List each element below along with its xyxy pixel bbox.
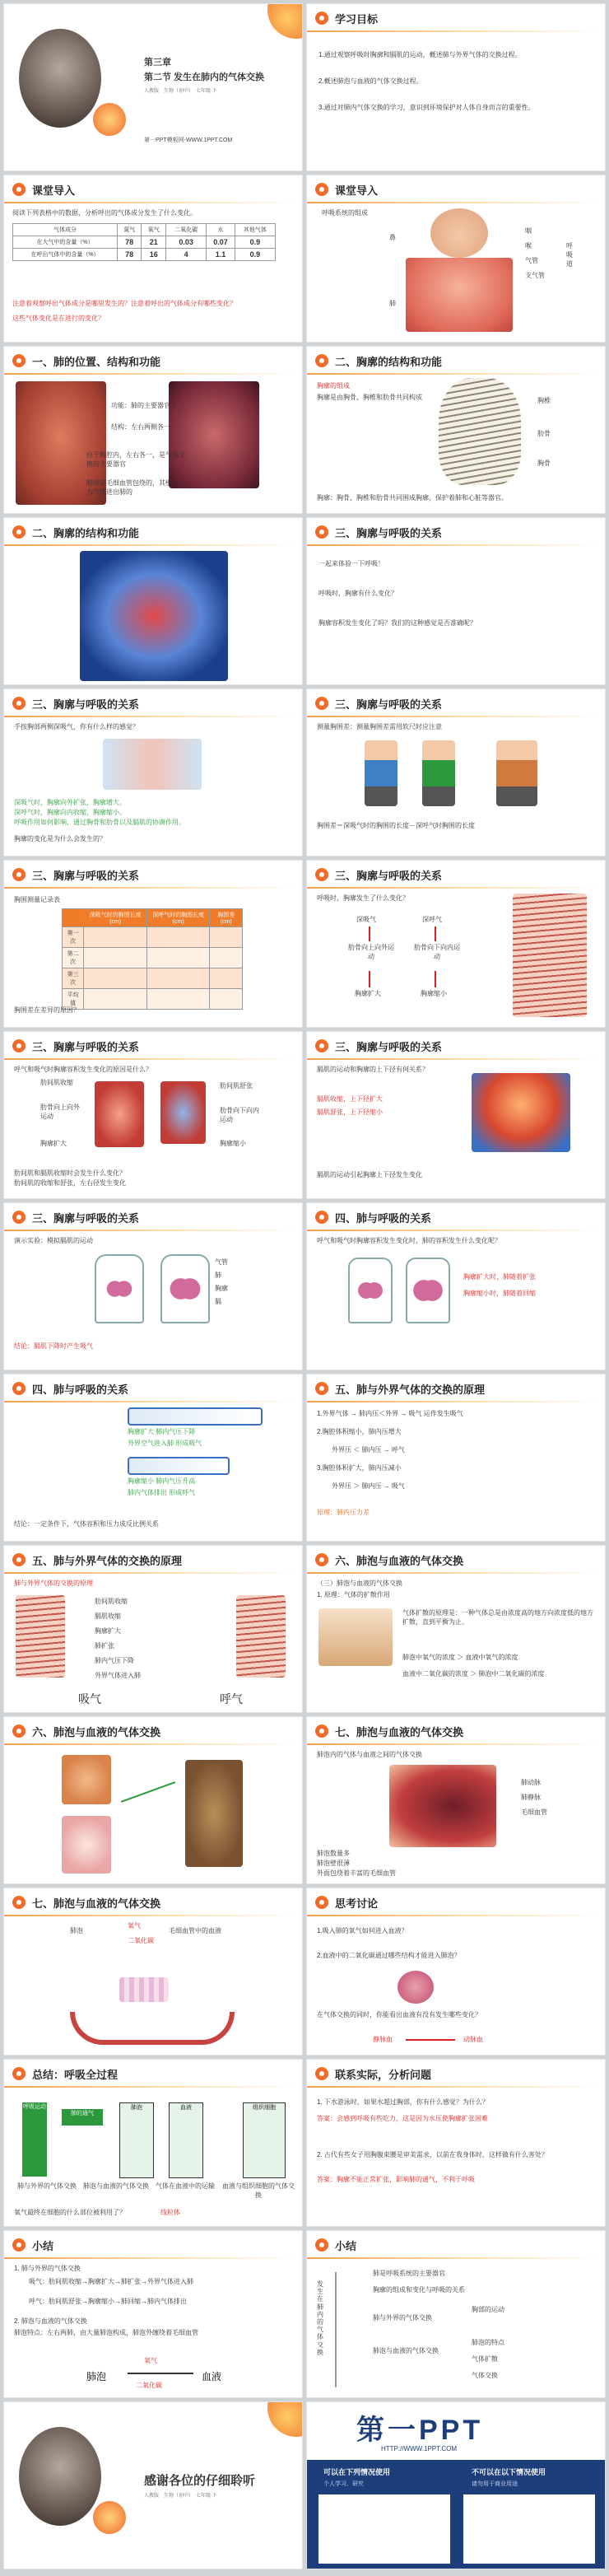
bullet-icon xyxy=(315,1382,328,1395)
bullet-icon xyxy=(12,183,26,196)
caption-1: 肺与外界的气体交换 xyxy=(17,2182,77,2190)
thorax-exhale-image xyxy=(160,1081,206,1144)
answer-expand: 胸廓扩大时，肺随着扩张 xyxy=(463,1273,536,1281)
bullet-icon xyxy=(315,525,328,539)
flow-a3: 胸廓扩大 xyxy=(40,1140,67,1147)
prompt: 手按胸部两侧深吸气，你有什么样的感觉？ xyxy=(14,723,139,730)
feature-3: 外面包绕着丰富的毛细血管 xyxy=(317,1869,396,1877)
label-alveolus: 肺泡 xyxy=(86,2371,107,2382)
mindmap-item-1: 肺是呼吸系统的主要器官 xyxy=(373,2270,445,2277)
slide-9-hand-test[interactable] xyxy=(3,688,303,856)
summary-alveoli: 肺泡特点：左右两肺，由大量肺泡构成，肺泡外缠绕着毛细血管 xyxy=(14,2329,198,2336)
question: 呼气和吸气时胸廓容积发生变化时，肺的容积发生什么变化呢？ xyxy=(317,1237,501,1244)
lungs-image xyxy=(62,1755,111,1804)
flow-b1: 肋间肌舒张 xyxy=(220,1082,253,1090)
label-airway: 呼吸道 xyxy=(566,242,573,268)
corner-decoration xyxy=(267,3,303,39)
label-co2: 二氧化碳 xyxy=(136,2382,162,2389)
thorax-desc: 胸廓是由胸骨、胸椎和肋骨共同构成 xyxy=(317,394,422,401)
slide-title: 七、肺泡与血液的气体交换 xyxy=(335,1726,464,1738)
allowed-heading: 可以在下列情况使用 xyxy=(323,2468,391,2476)
slide-title: 五、肺与外界气体的交换的原理 xyxy=(32,1555,183,1567)
bullet-icon xyxy=(315,183,328,196)
question-1: 1. 下水游泳时，如果水超过胸部，你有什么感觉？为什么？ xyxy=(317,2098,489,2106)
mindmap-item-7: 气体扩散 xyxy=(472,2355,498,2363)
diffusion-demo-photo xyxy=(318,1608,393,1666)
slide-21-alveoli-images[interactable] xyxy=(3,1716,303,1884)
bullet-icon xyxy=(315,697,328,710)
label-trachea: 气管 xyxy=(525,257,538,264)
label-larynx: 喉 xyxy=(525,242,532,250)
bell-jar-2 xyxy=(406,1258,450,1323)
co2-compare: 血液中二氧化碳的浓度 ＞ 肺泡中二氧化碳的浓度 xyxy=(402,1670,545,1678)
step-breathing: 呼吸运动 xyxy=(22,2102,47,2177)
arrow xyxy=(369,971,370,987)
forbidden-item: 请勿用于商业用途 xyxy=(472,2481,518,2487)
slide-23-gas-exchange-diagram[interactable] xyxy=(3,1888,303,2056)
capillary-loop xyxy=(70,2012,235,2045)
bell-jar-2 xyxy=(160,1254,210,1323)
slide-title: 六、肺泡与血液的气体交换 xyxy=(32,1726,161,1738)
question: 呼气和吸气时胸廓容积发生变化的原因是什么？ xyxy=(14,1066,152,1073)
summary-2: 2. 肺泡与血液的气体交换 xyxy=(14,2317,87,2325)
label-capillary: 毛细血管 xyxy=(521,1808,547,1816)
lungs-illustration xyxy=(406,258,513,332)
goal-3: 3.通过对肺内气体交换的学习，意识到环境保护对人体自身而言的重要性。 xyxy=(318,104,535,111)
subtitle: 肺泡内的气体与血液之间的气体交换 xyxy=(317,1751,422,1758)
syringe-note-4: 肺内气体排出 形成呼气 xyxy=(128,1489,196,1496)
question: 胸围差在差异的原因？ xyxy=(14,1006,80,1014)
slide-title: 三、胸廓与呼吸的关系 xyxy=(32,870,140,882)
label-trachea: 气管 xyxy=(215,1258,228,1266)
step-3: 胸廓扩大 xyxy=(95,1627,121,1635)
slide-5-lung-structure[interactable] xyxy=(3,346,303,514)
slide-header xyxy=(307,4,605,32)
label-nose: 鼻 xyxy=(389,234,396,241)
answer-venous: 静脉血 xyxy=(373,2036,393,2043)
inhale-note: 深吸气时，胸廓向外扩张，胸廓增大。 xyxy=(14,799,126,806)
bullet-icon xyxy=(12,1896,26,1909)
principle-2: 2.胸腔体积缩小，肺内压增大 xyxy=(317,1428,402,1435)
label-blood: 血液 xyxy=(202,2371,222,2382)
tissue-sample-image xyxy=(119,1977,169,2002)
student-figure-1 xyxy=(365,740,397,806)
summary-exhale: 呼气：肋间肌舒张→胸廓缩小→肺回缩→肺内气体排出 xyxy=(29,2298,187,2305)
bullet-icon xyxy=(315,1724,328,1738)
subtitle: 胸廓的组成 xyxy=(317,382,350,390)
slide-29-thanks[interactable] xyxy=(3,2401,303,2569)
slide-2-goals[interactable] xyxy=(306,3,606,171)
slide-17-syringe[interactable] xyxy=(3,1374,303,1542)
step-5: 肺内气压下降 xyxy=(95,1657,134,1664)
syringe-1 xyxy=(128,1407,263,1426)
thorax-summary: 胸廓：胸骨、胸椎和肋骨共同围成胸廓，保护着肺和心脏等器官。 xyxy=(317,494,508,502)
answer-1: 答案：会感到呼吸有些吃力，这是因为水压使胸廓扩张困难 xyxy=(317,2115,488,2122)
step-ventilation: 肺的通气 xyxy=(62,2109,103,2126)
prompt-2: 呼吸时，胸廓有什么变化？ xyxy=(318,590,397,597)
bullet-icon xyxy=(315,1896,328,1909)
bullet-icon xyxy=(12,525,26,539)
answer-relax: 膈肌舒张，上下径缩小 xyxy=(317,1108,383,1116)
diaphragm-image xyxy=(472,1073,570,1152)
flow-a2: 肋骨向上向外运动 xyxy=(40,1104,80,1120)
oxygen-compare: 肺泡中氧气的浓度 ＞ 血液中氧气的浓度 xyxy=(402,1654,518,1661)
bullet-icon xyxy=(12,1553,26,1566)
label-lung: 肺 xyxy=(389,300,396,307)
portrait-photo xyxy=(19,2427,101,2526)
mindmap-root: 发生在肺内的气体交换 xyxy=(317,2280,323,2356)
label-spine: 胸椎 xyxy=(537,397,551,404)
caption-4: 血液与组织细胞的气体交换 xyxy=(222,2182,295,2200)
bullet-icon xyxy=(12,1724,26,1738)
slide-1-cover[interactable] xyxy=(3,3,303,171)
slide-14-diaphragm[interactable] xyxy=(306,1031,606,1199)
slide-title: 三、胸廓与呼吸的关系 xyxy=(335,527,443,539)
caption-2: 肺泡与血液的气体交换 xyxy=(83,2182,149,2190)
gas-table: 气体成分 氮气 氧气 二氧化碳 水 其他气体 在大气中的含量（%） 78 21 0.03 0.07 0.9 在呼出气体中的含量（%） 78 16 4 1.1 0.9 xyxy=(12,223,276,261)
mindmap-branch xyxy=(335,2272,337,2387)
question-2: 2.血液中的二氧化碳通过哪些结构才能进入肺泡？ xyxy=(317,1952,461,1959)
mindmap-item-6: 肺泡的特点 xyxy=(472,2339,504,2346)
label-pulmonary-artery: 肺动脉 xyxy=(521,1779,541,1786)
slide-title: 二、胸廓的结构和功能 xyxy=(32,527,140,539)
step-4: 肺扩张 xyxy=(95,1642,114,1650)
arrow-right xyxy=(128,2373,193,2374)
link-list-right[interactable] xyxy=(463,2494,595,2564)
flow-rib-down: 肋骨向下向内运动 xyxy=(414,944,460,960)
flow-b2: 肋骨向下向内运动 xyxy=(220,1107,259,1123)
course-meta: 人教版 生物（初中） 七年级 下 xyxy=(144,2494,217,2499)
head-illustration xyxy=(430,208,488,258)
flow-expand: 胸廓扩大 xyxy=(355,990,381,997)
answer-contract: 膈肌收缩，上下径扩大 xyxy=(317,1095,383,1103)
mindmap-item-2: 胸廓的组成和变化与呼吸的关系 xyxy=(373,2286,465,2294)
step-6: 外界气体进入肺 xyxy=(95,1672,141,1679)
question: 氧气最终在细胞的什么部位被利用了？ xyxy=(14,2209,126,2216)
thorax-illustration xyxy=(513,894,587,1017)
question: 呼吸时，胸廓发生了什么变化？ xyxy=(317,894,409,902)
slide-15-bell-jar[interactable] xyxy=(3,1202,303,1370)
record-table: 深吸气时的胸围长度(cm) 深呼气时的胸围长度(cm) 胸围差(cm) 第一次 第二次 第三次 平均值 xyxy=(62,908,243,1010)
lung-note-4: 肺泡是毛细血管包绕的，其壁为气体进出肺的 xyxy=(86,479,172,497)
lung-note-2: 结构：左右两侧各一 xyxy=(111,423,170,431)
slide-title: 一、肺的位置、结构和功能 xyxy=(32,356,161,368)
student-figure-2 xyxy=(422,740,455,806)
slide-4-respiratory-system[interactable] xyxy=(306,175,606,343)
summary-inhale: 吸气：肋间肌收缩→胸廓扩大→肺扩张→外界气体进入肺 xyxy=(29,2278,193,2285)
syringe-2 xyxy=(128,1457,230,1475)
slide-19-principle-diagram[interactable] xyxy=(3,1545,303,1713)
label-alveolus: 肺泡 xyxy=(70,1927,83,1934)
footer-url: 第一PPT模板网-WWW.1PPT.COM xyxy=(144,138,233,143)
chest-diff-formula: 胸围差＝深吸气时的胸围的长度－深呼气时胸围的长度 xyxy=(317,822,475,829)
bullet-icon xyxy=(315,2238,328,2252)
thorax-diagram xyxy=(103,739,202,790)
slide-16-lung-volume[interactable] xyxy=(306,1202,606,1370)
step-1: 肋间肌收缩 xyxy=(95,1598,128,1605)
exhale-note: 深呼气时，胸廓向内收缩，胸廓缩小。 xyxy=(14,809,126,816)
slide-title: 七、肺泡与血液的气体交换 xyxy=(32,1897,161,1910)
label-lung: 肺 xyxy=(215,1272,221,1279)
answer: 线粒体 xyxy=(160,2209,180,2216)
alveolus-icon xyxy=(397,1971,434,2004)
question-1: 1.吸入肺的氧气如何进入血液？ xyxy=(317,1927,408,1934)
slide-title: 三、胸廓与呼吸的关系 xyxy=(335,1041,443,1053)
course-meta: 人教版 生物（初中） 七年级 下 xyxy=(144,89,217,94)
label-inhale: 吸气 xyxy=(78,1692,101,1706)
flow-a1: 肋间肌收缩 xyxy=(40,1079,73,1086)
corner-decoration xyxy=(267,2401,303,2437)
thanks-title: 感谢各位的仔细聆听 xyxy=(144,2474,256,2488)
slide-30-ad[interactable] xyxy=(306,2401,606,2569)
ribcage-illustration xyxy=(439,378,521,485)
flow-b3: 胸廓缩小 xyxy=(220,1140,246,1147)
principle-3: 外界压 ＜ 肺内压 → 呼气 xyxy=(332,1446,405,1454)
question-1: 注意着观察呼出气体成分是哪里发生的？注意着呼出的气体成分有哪些变化？ xyxy=(12,300,236,307)
slide-title: 三、胸廓与呼吸的关系 xyxy=(335,698,443,711)
bullet-icon xyxy=(12,868,26,881)
alveoli-cluster-image xyxy=(185,1760,243,1867)
question-2: 2. 古代有些女子用胸腹束腰是审美需求，以前在我身体时，这样做有什么害处？ xyxy=(317,2151,548,2158)
goal-2: 2.概述肺泡与血液的气体交换过程。 xyxy=(318,77,423,85)
muscle-note: 呼吸作用如何影响，通过胸骨和肋骨以及膈肌的协调作用。 xyxy=(14,819,185,826)
bullet-icon xyxy=(12,1211,26,1224)
conclusion: 结论：一定条件下，气体容积和压力成反比例关系 xyxy=(14,1520,159,1528)
table-caption: 胸围测量记录表 xyxy=(14,896,60,903)
flow-rib-up: 肋骨向上向外运动 xyxy=(348,944,394,960)
bullet-icon xyxy=(12,2067,26,2080)
slide-20-alveoli-exchange[interactable] xyxy=(306,1545,606,1713)
bell-jar-1 xyxy=(95,1254,144,1323)
arrow xyxy=(435,926,436,941)
mindmap-item-4: 肺泡与血液的气体交换 xyxy=(373,2347,439,2354)
slide-24-discussion[interactable] xyxy=(306,1888,606,2056)
label-exhale: 呼气 xyxy=(220,1692,243,1706)
slide-title: 二、胸廓的结构和功能 xyxy=(335,356,443,368)
label-diaphragm: 膈 xyxy=(215,1298,221,1305)
alveoli-capillary-image xyxy=(389,1765,496,1847)
arrow xyxy=(121,1781,175,1803)
mindmap-item-5: 胸部的运动 xyxy=(472,2306,504,2313)
bullet-icon xyxy=(315,354,328,367)
slide-title: 三、胸廓与呼吸的关系 xyxy=(32,698,140,711)
brand-logo: 第一PPT xyxy=(356,2415,484,2446)
question: 胸廓的变化是为什么会发生的？ xyxy=(14,835,106,842)
label-oxygen: 氧气 xyxy=(128,1922,141,1930)
orange-orb xyxy=(93,2501,126,2534)
slide-title: 总结：呼吸全过程 xyxy=(32,2069,119,2081)
principle-1: 1.外界气体 → 肺内压＜外界 → 吸气 运作发生吸气 xyxy=(317,1410,463,1417)
alveoli-closeup-image xyxy=(62,1816,111,1874)
label-co2: 二氧化碳 xyxy=(128,1937,154,1944)
syringe-note-1: 胸廓扩大 肺内气压下降 xyxy=(128,1428,196,1435)
caption-3: 气体在血液中的运输 xyxy=(156,2182,215,2190)
bullet-icon xyxy=(315,1211,328,1224)
principle: 1. 原理：气体的扩散作用 xyxy=(317,1591,390,1598)
slide-13-intercostal[interactable] xyxy=(3,1031,303,1199)
mindmap-item-3: 肺与外界的气体交换 xyxy=(373,2314,432,2322)
slide-26-practice[interactable] xyxy=(306,2059,606,2227)
bell-jar-1 xyxy=(348,1258,393,1323)
arrow xyxy=(406,2039,455,2041)
feature-2: 肺泡壁很薄 xyxy=(317,1860,350,1867)
bullet-icon xyxy=(315,1039,328,1052)
note-1: 肋间肌和膈肌收缩时会发生什么变化？ xyxy=(14,1169,126,1177)
question-3: 在气体交换的同时，你能看出血液有没有发生哪些变化？ xyxy=(317,2011,481,2018)
diffusion-desc: 气体扩散的原理是：一种气体总是由浓度高的地方向浓度低的地方扩散，直到平衡为止。 xyxy=(402,1609,593,1626)
bullet-icon xyxy=(12,2238,26,2252)
thorax-inhale-image xyxy=(95,1081,144,1147)
measure-instruction: 测量胸围差：测量胸围差需用软尺时应注意 xyxy=(317,723,442,730)
experiment-title: 演示实验：模拟膈肌的运动 xyxy=(14,1237,93,1244)
principle-4: 3.胸腔体积扩大，肺内压减小 xyxy=(317,1464,402,1472)
label-capillary-blood: 毛细血管中的血液 xyxy=(169,1927,221,1934)
slide-18-principle[interactable] xyxy=(306,1374,606,1542)
slide-title: 第二节 发生在肺内的气体交换 xyxy=(144,72,265,82)
slide-title: 四、肺与呼吸的关系 xyxy=(32,1384,129,1396)
allowed-item: 个人学习、研究 xyxy=(323,2481,364,2487)
note-2: 肋间肌的收缩和舒张，左右径发生变化 xyxy=(14,1179,126,1187)
answer-2: 答案：胸廓不能正常扩张，影响肺的通气，不利于呼吸 xyxy=(317,2176,475,2183)
slide-title: 思考讨论 xyxy=(335,1897,379,1910)
brand-url[interactable]: HTTP://WWW.1PPT.COM xyxy=(381,2445,457,2452)
orange-orb xyxy=(93,103,126,136)
slide-10-chest-measure[interactable] xyxy=(306,688,606,856)
thorax-inhale xyxy=(16,1595,65,1678)
bullet-icon xyxy=(12,697,26,710)
slide-title: 三、胸廓与呼吸的关系 xyxy=(32,1041,140,1053)
prompt-3: 胸廓容积发生变化了吗？我们的这种感觉是否准确呢？ xyxy=(318,619,477,627)
goal-1: 1.通过观察呼吸时胸廓和膈肌的运动，概述肺与外界气体的交换过程。 xyxy=(318,51,522,58)
step-tissue: 组织细胞 xyxy=(243,2102,286,2178)
syringe-note-3: 胸廓缩小 肺内气压升高 xyxy=(128,1477,196,1485)
section-title: （三）肺泡与血液的气体交换 xyxy=(317,1580,402,1587)
step-blood: 血液 xyxy=(169,2102,203,2178)
bullet-icon xyxy=(315,2067,328,2080)
answer-arterial: 动脉血 xyxy=(463,2036,483,2043)
bullet-icon xyxy=(315,12,328,25)
slide-title: 五、肺与外界气体的交换的原理 xyxy=(335,1384,486,1396)
lung-note-1: 功能：肺的主要器官之一 xyxy=(111,402,184,409)
slide-11-record-table[interactable] xyxy=(3,860,303,1028)
prompt-1: 一起来体验一下呼吸！ xyxy=(318,560,384,567)
conclusion: 膈肌的运动引起胸廓上下径发生变化 xyxy=(317,1171,422,1178)
intro-text: 阅读下列表格中的数据，分析呼出的气体成分发生了什么变化。 xyxy=(12,209,197,217)
step-alveoli: 肺泡 xyxy=(119,2102,154,2178)
question: 膈肌的运动和胸廓的上下径有何关系？ xyxy=(317,1066,429,1073)
answer-shrink: 胸廓缩小时，肺随着回缩 xyxy=(463,1290,536,1297)
slide-title: 三、胸廓与呼吸的关系 xyxy=(32,1212,140,1225)
slide-25-summary-process[interactable] xyxy=(3,2059,303,2227)
slide-12-rib-movement[interactable] xyxy=(306,860,606,1028)
slide-28-mindmap[interactable] xyxy=(306,2230,606,2398)
thorax-xray-image xyxy=(80,551,228,681)
question-2: 这些气体变化是在进行的变化？ xyxy=(12,315,105,322)
principle-conclusion: 原理：肺内压力差 xyxy=(317,1509,370,1516)
arrow xyxy=(369,926,370,941)
lung-note-3: 位于胸腔内，左右各一，是气体交换的主要器官 xyxy=(86,451,185,469)
subtitle: 肺与外界气体的交换的原理 xyxy=(14,1580,93,1587)
slide-title: 四、肺与呼吸的关系 xyxy=(335,1212,432,1225)
forbidden-heading: 不可以在以下情况使用 xyxy=(472,2468,546,2476)
arrow xyxy=(435,971,436,987)
lung-photo xyxy=(169,381,259,488)
feature-1: 肺泡数量多 xyxy=(317,1850,350,1857)
bullet-icon xyxy=(12,1382,26,1395)
label-pulmonary-vein: 肺静脉 xyxy=(521,1794,541,1801)
slide-title: 课堂导入 xyxy=(335,184,379,197)
chapter-label: 第三章 xyxy=(144,58,171,68)
slide-27-summary[interactable] xyxy=(3,2230,303,2398)
bullet-icon xyxy=(12,354,26,367)
slide-title: 三、胸廓与呼吸的关系 xyxy=(335,870,443,882)
slide-3-intro-table[interactable] xyxy=(3,175,303,343)
portrait-photo xyxy=(19,29,101,128)
mindmap-item-8: 气体交换 xyxy=(472,2372,498,2379)
flow-exhale: 深呼气 xyxy=(422,916,442,923)
student-figure-3 xyxy=(496,740,537,806)
label-rib: 肋骨 xyxy=(537,430,551,437)
label-oxygen: 氧气 xyxy=(144,2357,157,2364)
link-list-left[interactable] xyxy=(318,2494,450,2564)
summary-1: 1. 肺与外界的气体交换 xyxy=(14,2265,81,2272)
bullet-icon xyxy=(315,1553,328,1566)
conclusion: 结论：膈肌下降时产生吸气 xyxy=(14,1342,93,1350)
slide-title: 六、肺泡与血液的气体交换 xyxy=(335,1555,464,1567)
syringe-note-2: 外界空气进入肺 形成吸气 xyxy=(128,1440,202,1447)
subtitle: 呼吸系统的组成 xyxy=(322,209,368,217)
slide-22-capillaries[interactable] xyxy=(306,1716,606,1884)
slide-title: 小结 xyxy=(32,2240,54,2252)
slide-8-breathing-experience[interactable] xyxy=(306,517,606,685)
thorax-exhale xyxy=(236,1595,286,1678)
label-thorax: 胸廓 xyxy=(215,1285,228,1292)
label-bronchi: 支气管 xyxy=(525,272,545,279)
label-pharynx: 咽 xyxy=(525,227,532,235)
flow-inhale: 深吸气 xyxy=(356,916,376,923)
slide-7-thorax-photo[interactable] xyxy=(3,517,303,685)
bullet-icon xyxy=(315,868,328,881)
principle-5: 外界压 ＞ 肺内压 → 吸气 xyxy=(332,1482,405,1490)
slide-title: 课堂导入 xyxy=(32,184,76,197)
flow-shrink: 胸廓缩小 xyxy=(421,990,447,997)
slide-title: 联系实际，分析问题 xyxy=(335,2069,432,2081)
slide-title: 小结 xyxy=(335,2240,357,2252)
bullet-icon xyxy=(12,1039,26,1052)
step-2: 膈肌收缩 xyxy=(95,1612,121,1620)
slide-title: 学习目标 xyxy=(335,13,379,26)
label-sternum: 胸骨 xyxy=(537,460,551,467)
slide-6-thorax[interactable] xyxy=(306,346,606,514)
